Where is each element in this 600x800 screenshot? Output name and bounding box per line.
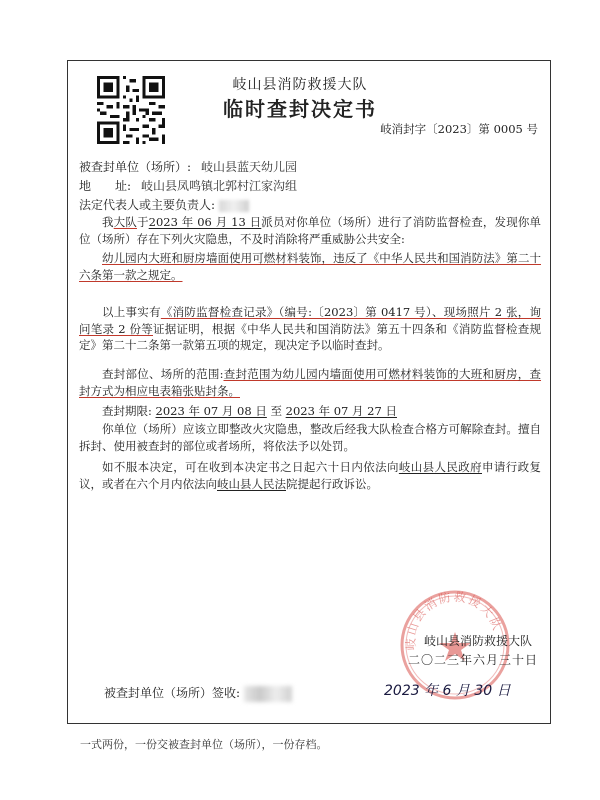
- rectify-text: 你单位（场所）应该立即整改火灾隐患，整改后经我大队检查合格方可解除查封。擅自拆封、使用被查封的部位或者场所，将依法予以处罚。: [79, 422, 541, 453]
- address-label: 地 址:: [79, 179, 132, 193]
- sealed-unit-field: [79, 158, 297, 175]
- issuing-unit: 岐山县消防救援大队: [232, 77, 368, 93]
- period-to: 至: [270, 404, 282, 418]
- issuer-name: 岐山县消防救援大队: [423, 634, 532, 648]
- redacted-name: [219, 200, 249, 212]
- paragraph-rectify: [79, 421, 541, 454]
- issue-date: 二〇二三年六月三十日: [407, 653, 538, 667]
- period-end: 2023 年 07 月 27 日: [285, 404, 397, 418]
- p1-unit: 大队: [113, 215, 137, 229]
- paragraph-period: [79, 403, 541, 420]
- seal-text: 岐山县消防救援大队: [403, 589, 505, 651]
- scope-text: 查封范围为幼儿园内墙面使用可燃材料装饰的大班和厨房，查封方式为相应电表箱张贴封条。: [79, 367, 542, 398]
- p7-c: 申请行政复议，或者在六个月内依法向: [79, 460, 541, 491]
- p1-b: 于: [137, 215, 149, 229]
- receipt-signature-row: [104, 684, 292, 702]
- gov-name: 岐山县人民政府: [398, 460, 482, 474]
- period-start: 2023 年 07 月 08 日: [155, 404, 267, 418]
- address-value: 岐山县凤鸣镇北郭村江家沟组: [141, 179, 298, 193]
- address-field: [79, 177, 297, 194]
- p1-c: 派员对你单位（场所）进行了消防监督检查，发现你单位（场所）存在下列火灾隐患，不及时消除将严重威胁公共安全:: [79, 215, 542, 246]
- representative-label: 法定代表人或主要负责人:: [79, 198, 216, 212]
- p7-e: 院提起行政诉讼。: [286, 476, 378, 491]
- sealed-unit-value: 岐山县蓝天幼儿园: [201, 160, 298, 174]
- paragraph-appeal: [79, 459, 541, 492]
- document-title: 临时查封决定书: [223, 97, 377, 121]
- paragraph-inspection: [79, 214, 541, 247]
- receipt-label: 被查封单位（场所）签收:: [104, 686, 241, 700]
- p3-a: 以上事实有: [102, 305, 161, 319]
- representative-field: [79, 196, 249, 213]
- scope-label: 查封部位、场所的范围:: [102, 367, 224, 381]
- sealed-unit-label: 被查封单位（场所）:: [79, 160, 192, 174]
- paragraph-evidence: [79, 304, 541, 354]
- p1-pre: 我: [102, 215, 114, 229]
- p3-c: 证据证明，根据《中华人民共和国消防法》第五十四条和《消防监督检查规定》第二十二条第一款第五项的规定，现决定予以临时查封。: [79, 321, 541, 352]
- period-label: 查封期限:: [102, 404, 152, 418]
- evidence-text: 《消防监督检查记录》（编号:〔2023〕第 0417 号）、现场照片 2 张，询问笔录 2 份等: [79, 305, 542, 336]
- hazard-text: 幼儿园内大班和厨房墙面使用可燃材料装饰，违反了《中华人民共和国消防法》第二十六条第一款之规定。: [79, 251, 541, 282]
- handwritten-date: 2023 年 6 月 30 日: [384, 683, 511, 699]
- paragraph-scope: [79, 366, 541, 399]
- court-name: 岐山县人民法: [217, 476, 286, 491]
- inspection-date: 2023 年 06 月 13 日: [148, 215, 262, 229]
- p7-a: 如不服本决定，可在收到本决定书之日起六十日内依法向: [102, 460, 399, 474]
- document-number: 岐消封字〔2023〕第 0005 号: [380, 122, 538, 136]
- redacted-signature: [244, 686, 292, 702]
- paragraph-hazard: [79, 250, 541, 283]
- footnote: 一式两份，一份交被查封单位（场所），一份存档。: [80, 738, 328, 751]
